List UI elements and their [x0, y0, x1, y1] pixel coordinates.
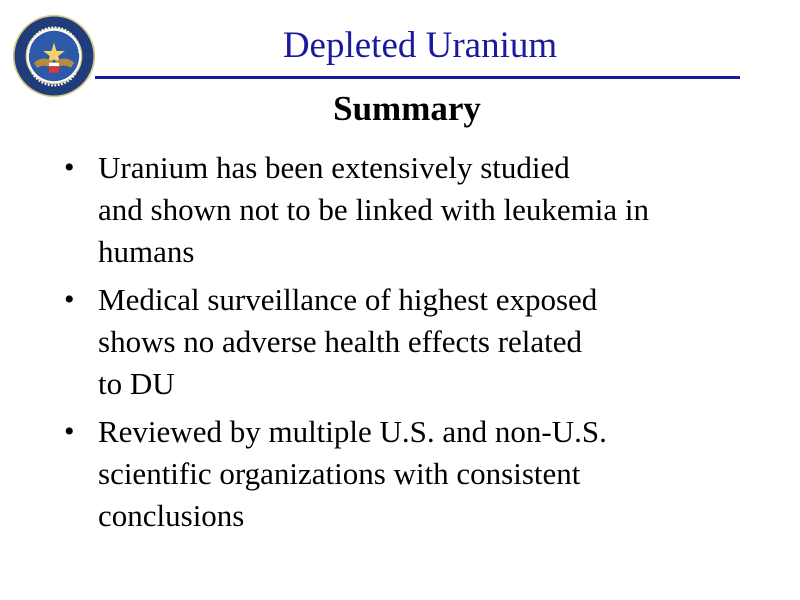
- bullet-item: [64, 279, 764, 405]
- bullet-text: [98, 279, 597, 405]
- bullet-line: Reviewed by multiple U.S. and non-U.S.: [98, 414, 607, 449]
- title-divider: [95, 76, 740, 79]
- bullet-item: [64, 147, 764, 273]
- bullet-line: scientific organizations with consistent: [98, 456, 581, 491]
- bullet-icon: •: [64, 151, 75, 184]
- bullet-line: Medical surveillance of highest exposed: [98, 282, 598, 317]
- bullet-line: and shown not to be linked with leukemia in: [98, 192, 650, 227]
- bullet-icon: •: [64, 415, 75, 448]
- bullet-line: shows no adverse health effects related: [98, 324, 583, 359]
- department-of-defense-seal-icon: [12, 14, 96, 98]
- bullet-line: to DU: [98, 366, 175, 401]
- bullet-text: [98, 147, 649, 273]
- slide-title: Depleted Uranium: [282, 25, 558, 66]
- bullet-list: [64, 147, 764, 543]
- bullet-text: [98, 411, 607, 537]
- bullet-line: Uranium has been extensively studied: [98, 150, 570, 185]
- bullet-item: [64, 411, 764, 537]
- slide-subtitle: Summary: [333, 89, 481, 128]
- bullet-line: conclusions: [98, 498, 245, 533]
- bullet-line: humans: [98, 234, 195, 269]
- bullet-icon: •: [64, 283, 75, 316]
